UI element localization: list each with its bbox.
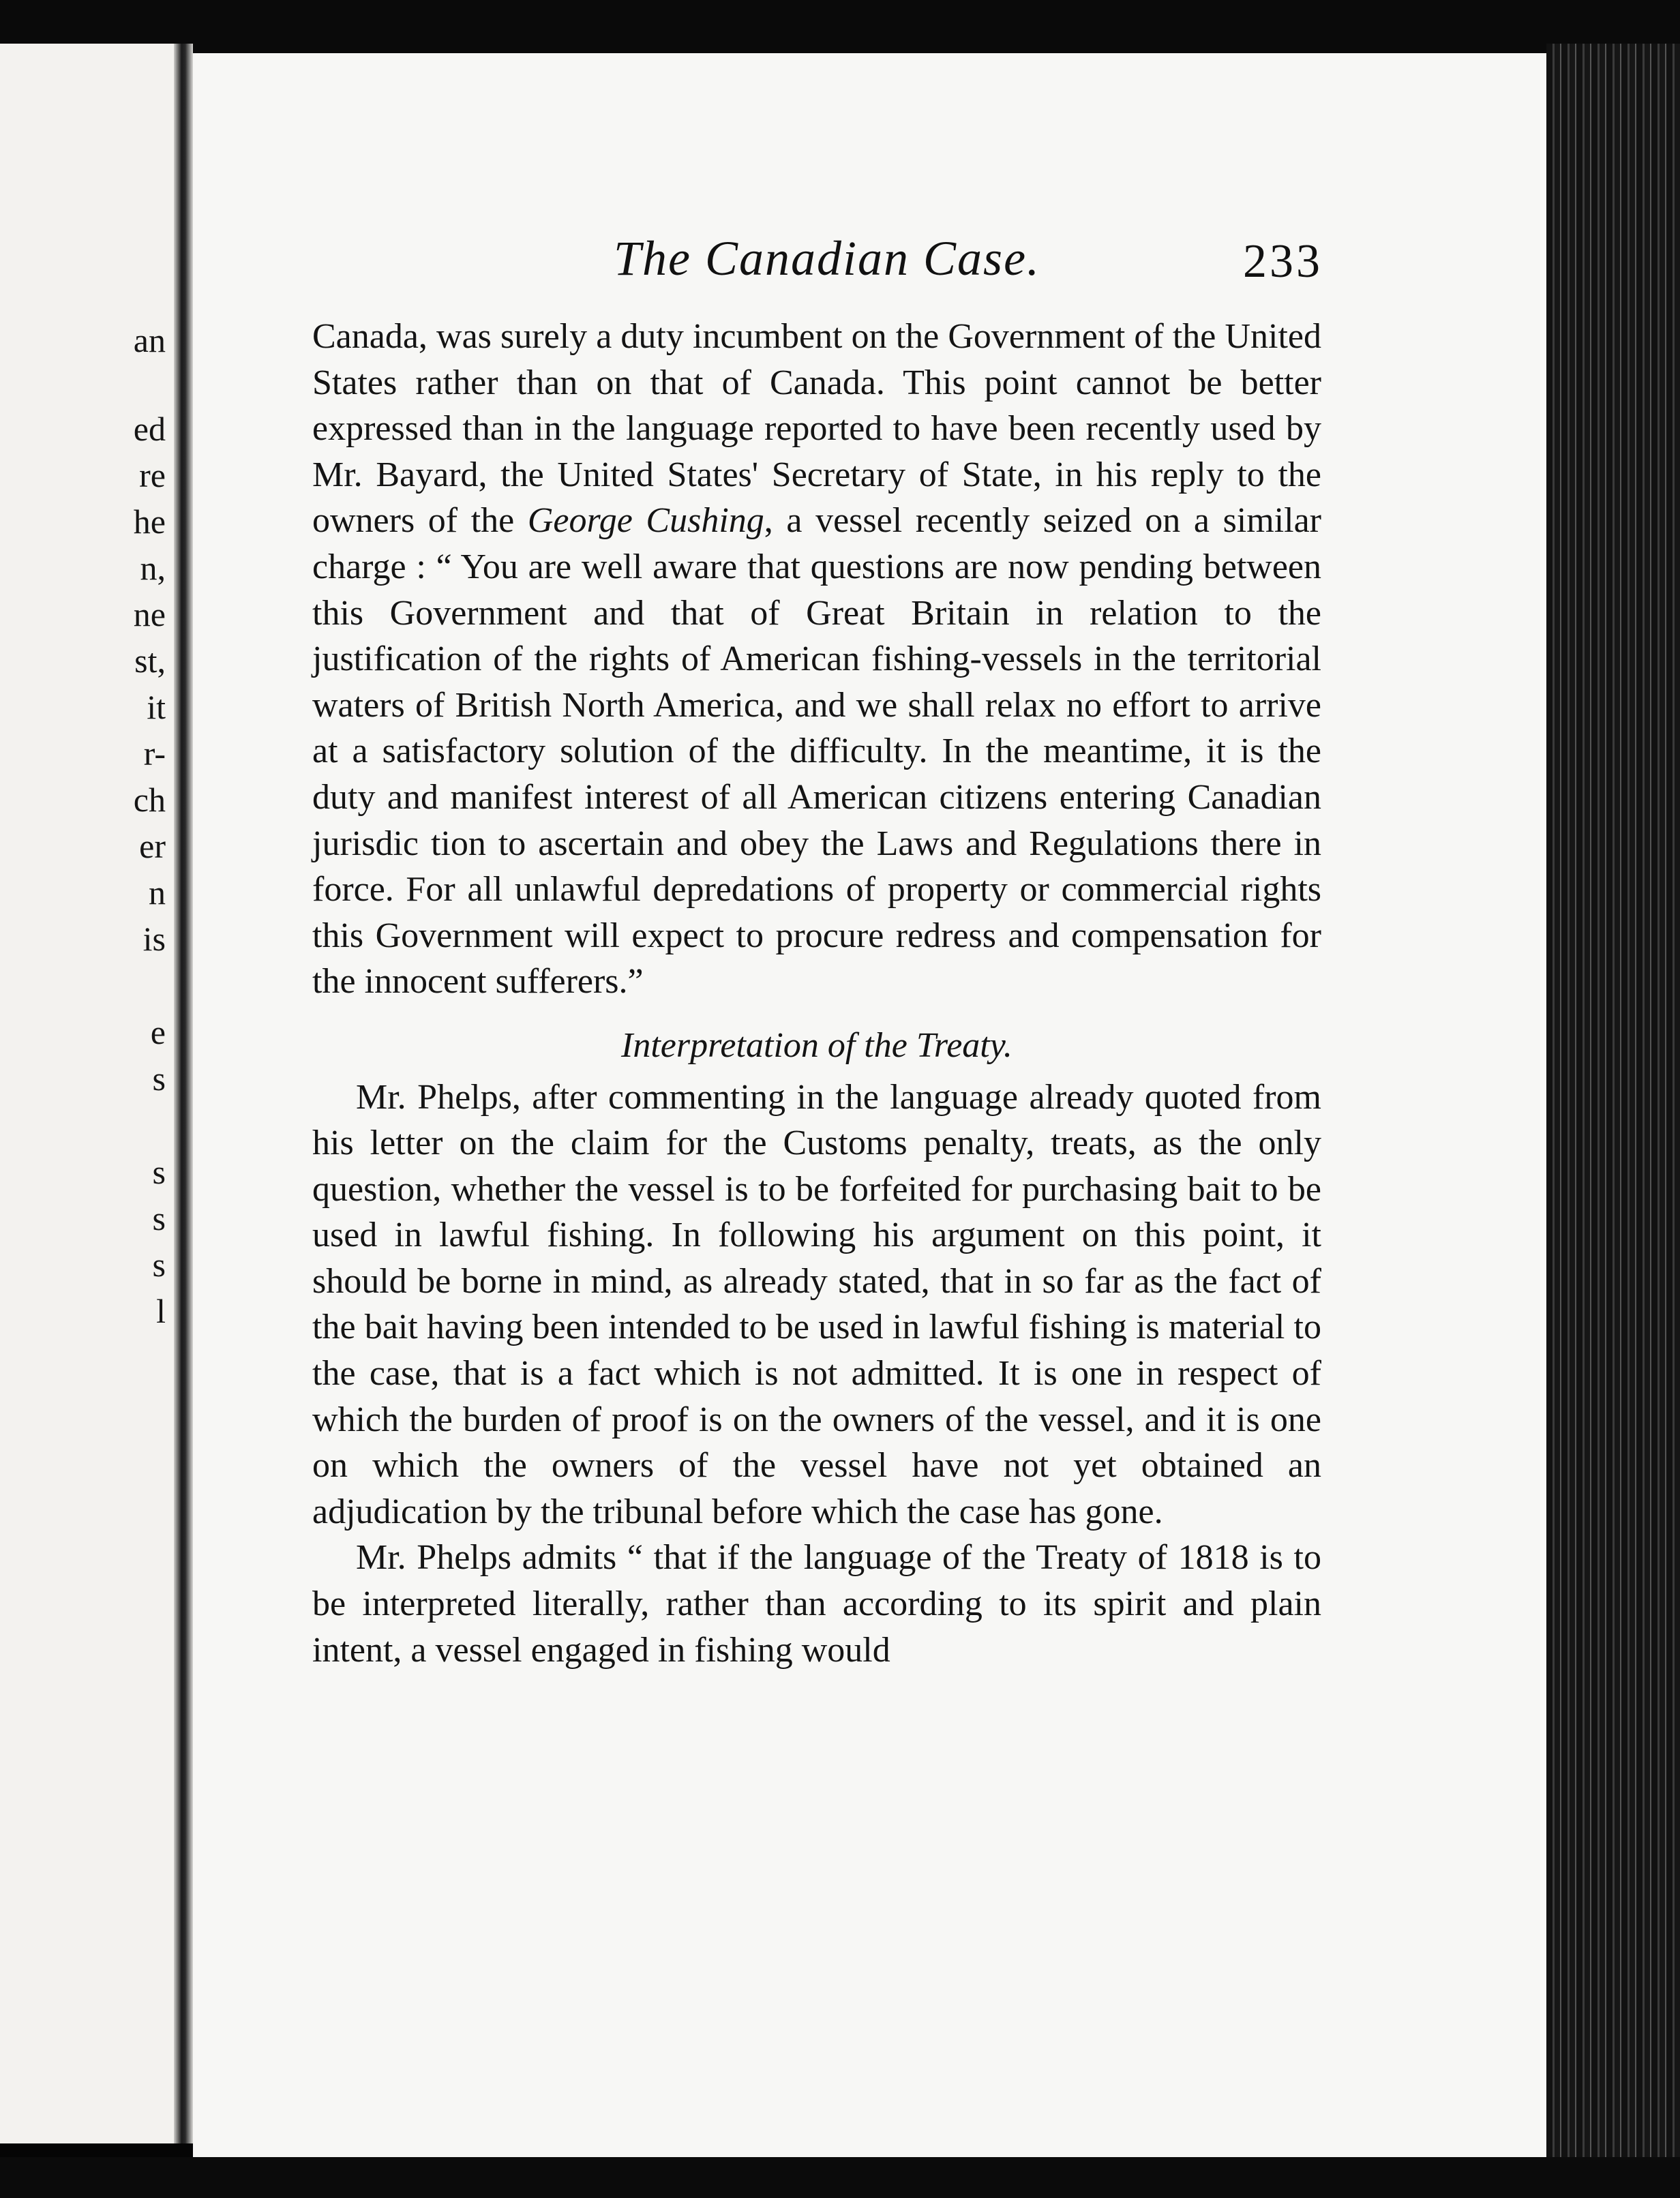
facing-page-fragment: l bbox=[156, 1292, 166, 1330]
facing-page-fragment: n bbox=[149, 873, 166, 912]
scan-bottom-border bbox=[0, 2157, 1680, 2198]
book-page-edges bbox=[1546, 44, 1680, 2157]
facing-page-fragment: r- bbox=[143, 734, 166, 772]
facing-page-fragment: er bbox=[139, 827, 166, 865]
facing-page-fragment: ne bbox=[133, 595, 166, 633]
facing-page-fragment: it bbox=[147, 688, 166, 726]
book-gutter bbox=[174, 44, 193, 2143]
facing-page-fragment: s bbox=[152, 1199, 166, 1237]
facing-page-fragment: he bbox=[133, 502, 166, 541]
running-head bbox=[614, 230, 1323, 288]
facing-page-fragment: st, bbox=[134, 642, 166, 680]
facing-page-fragment: is bbox=[142, 920, 166, 958]
body-text bbox=[312, 314, 1321, 1673]
facing-page-fragment: ed bbox=[133, 410, 166, 448]
paragraph-text: , a vessel recently seized on a similar charge : “ You are well aware that questions are now pending between this Government and that of Great Britain in relation to the justification of the rights of American fishing-vessels in the territorial waters of British North America, and we shall relax no effort to arrive at a satisfactory solution of the difficulty. In the meantime, it is the duty and manifest interest of all American citizens entering Canadian jurisdic tion to ascertain and obey the Laws and Regulations there in force. For all unlawful depredations of property or commercial rights this Government will expect to procure redress and compensation for the innocent sufferers.” bbox=[312, 501, 1321, 1002]
paragraph: Mr. Phelps admits “ that if the language of the Treaty of 1818 is to be interpreted literally, rather than according to its spirit and plain intent, a vessel engaged in fishing would bbox=[312, 1538, 1321, 1670]
vessel-name: George Cushing bbox=[527, 501, 764, 541]
page-number: 233 bbox=[1243, 235, 1323, 288]
paragraph bbox=[312, 314, 1321, 1005]
facing-page-fragment: n, bbox=[140, 549, 166, 587]
facing-page-fragment: ch bbox=[133, 781, 166, 819]
facing-page-fragment: re bbox=[139, 456, 166, 494]
facing-page-edge bbox=[0, 44, 174, 2143]
running-title: The Canadian Case. bbox=[614, 231, 1041, 286]
section-heading: Interpretation of the Treaty. bbox=[621, 1025, 1012, 1065]
paragraph-text: Canada, was surely a duty incumbent on the Government of the United States rather than on that of Canada. This point cannot be better expressed than in the language reported to have been recently used by Mr. Bayard, the United States' Secretary of State, in his reply to the owners of the bbox=[312, 317, 1321, 541]
facing-page-fragment: s bbox=[152, 1153, 166, 1191]
facing-page-fragment: e bbox=[150, 1013, 166, 1051]
facing-page-fragment: s bbox=[152, 1059, 166, 1098]
facing-page-fragment: an bbox=[133, 321, 166, 359]
scan-top-border bbox=[0, 0, 1680, 53]
facing-page-fragment: s bbox=[152, 1246, 166, 1284]
paragraph: Mr. Phelps, after commenting in the language already quoted from his letter on the claim for the Customs penalty, treats, as the only question, whether the vessel is to be forfeited for purchasing bait to be used in lawful fishing. In following his argument on this point, it should be borne in mind, as already stated, that in so far as the fact of the bait having been intended to be used in lawful fishing is material to the case, that is a fact which is not admitted. It is one in respect of which the burden of proof is on the owners of the vessel, and it is one on which the owners of the vessel have not yet obtained an adjudication by the tribunal before which the case has gone. bbox=[312, 1077, 1321, 1531]
